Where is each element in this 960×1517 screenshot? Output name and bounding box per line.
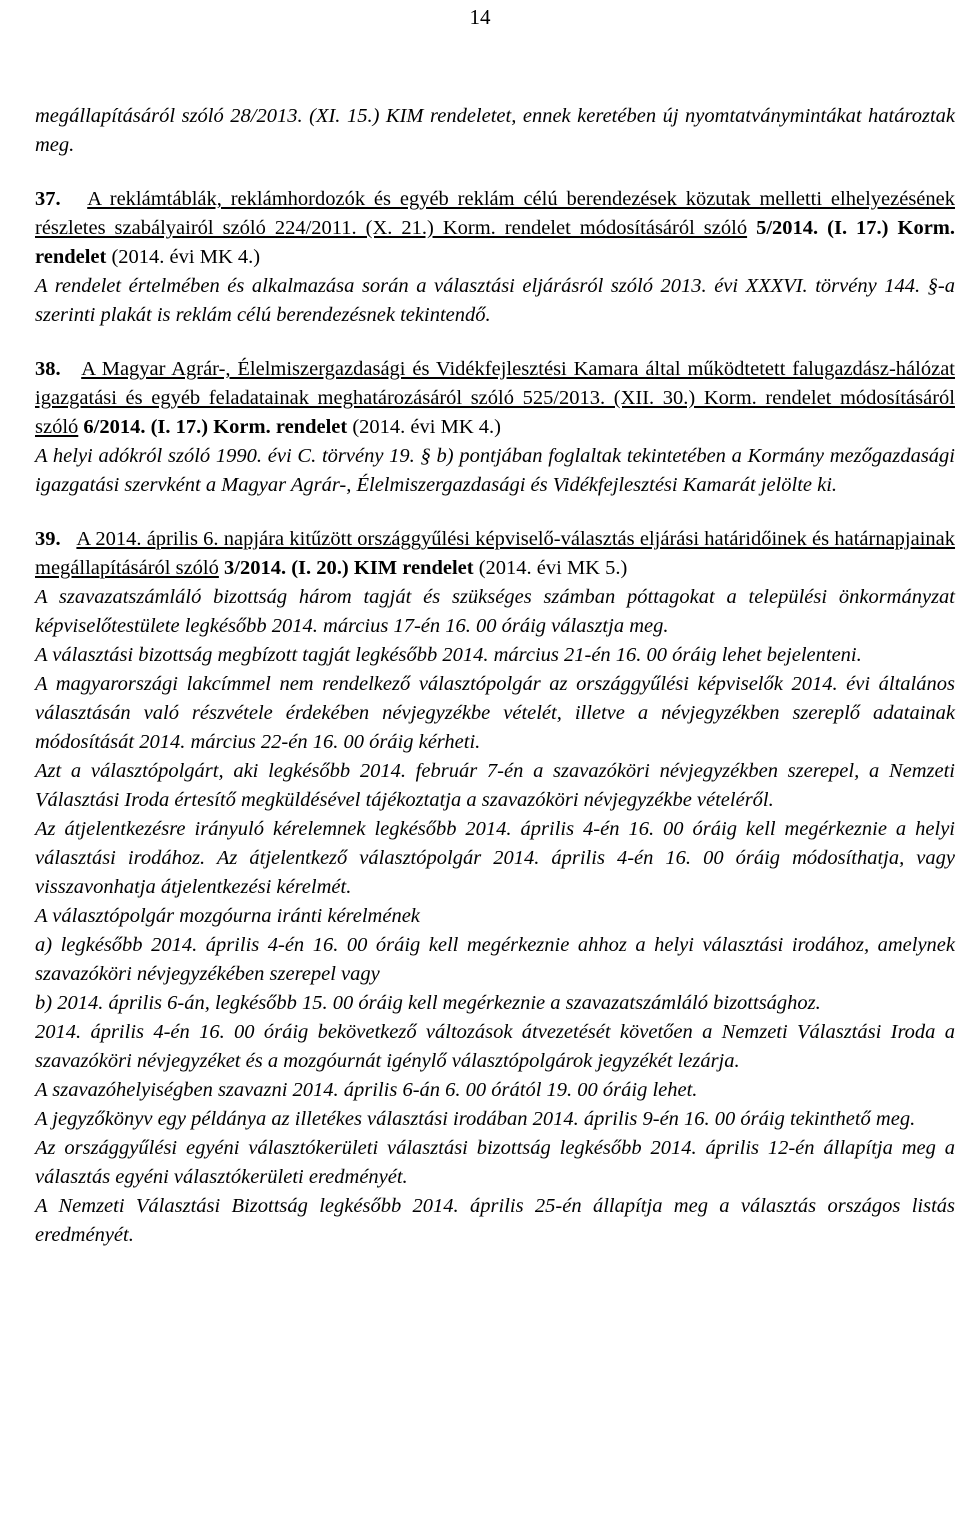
page-number: 14: [469, 5, 491, 29]
item-39-regulation: 3/2014. (I. 20.) KIM rendelet: [224, 557, 474, 579]
item-39-title: A 2014. április 6. napjára kitűzött országgyűlési képviselő-választás eljárási határidőinek és határnapjainak megállapításáról szóló: [35, 528, 956, 579]
item-38: [35, 355, 955, 500]
item-37-body: A rendelet értelmében és alkalmazása során a választási eljárásról szóló 2013. évi XXXVI. törvény 144. §-a szerinti plakát is reklám célú berendezésnek tekintendő.: [35, 275, 955, 326]
item-39-body-2: A választási bizottság megbízott tagját legkésőbb 2014. március 21-én 16. 00 óráig lehet bejelenteni.: [35, 644, 862, 666]
item-38-heading: [35, 355, 955, 442]
item-37-regulation: 5/2014. (I. 17.) Korm. rendelet: [35, 217, 956, 268]
item-39-body-6: A választópolgár mozgóurna iránti kérelmének: [35, 905, 420, 927]
item-39-gazette: (2014. évi MK 5.): [478, 557, 628, 579]
item-39-body-3: A magyarországi lakcímmel nem rendelkező választópolgár az országgyűlési képviselők 2014. évi általános választásán való részvétele érdekében névjegyzékbe vételét, illetve a névjegyzékben szereplő adatainak módosítását 2014. március 22-én 16. 00 óráig kérheti.: [35, 673, 955, 753]
item-37-number: 37.: [35, 188, 61, 210]
intro-paragraph: megállapításáról szóló 28/2013. (XI. 15.) KIM rendeletet, ennek keretében új nyomtatványmintákat határoztak meg.: [35, 105, 955, 156]
item-38-body: A helyi adókról szóló 1990. évi C. törvény 19. § b) pontjában foglaltak tekintetében a Kormány mezőgazdasági igazgatási szervként a Magyar Agrár-, Élelmiszergazdasági és Vidékfejlesztési Kamarát jelölte ki.: [35, 445, 955, 496]
item-39-body-4: Azt a választópolgárt, aki legkésőbb 2014. február 7-én a szavazóköri névjegyzékben szerepel, a Nemzeti Választási Iroda értesítő megküldésével tájékoztatja a szavazóköri névjegyzékbe vételéről.: [35, 760, 955, 811]
item-39-body-10: A szavazóhelyiségben szavazni 2014. április 6-án 6. 00 órától 19. 00 óráig lehet.: [35, 1079, 698, 1101]
item-39-body-5: Az átjelentkezésre irányuló kérelemnek legkésőbb 2014. április 4-én 16. 00 óráig kell megérkeznie a helyi választási irodához. Az átjelentkező választópolgár 2014. április 4-én 16. 00 óráig módosíthatja, vagy visszavonhatja átjelentkezési kérelmét.: [35, 818, 955, 898]
item-38-gazette: (2014. évi MK 4.): [352, 416, 501, 438]
item-39-heading: [35, 525, 955, 583]
item-39-body-13: A Nemzeti Választási Bizottság legkésőbb 2014. április 25-én állapítja meg a választás országos listás eredményét.: [35, 1195, 955, 1246]
item-39: [35, 525, 955, 1250]
item-39-body-9: 2014. április 4-én 16. 00 óráig bekövetkező változások átvezetését követően a Nemzeti Választási Iroda a szavazóköri névjegyzéket és a mozgóurnát igénylő választópolgárok jegyzékét lezárja.: [35, 1021, 955, 1072]
item-37-title: A reklámtáblák, reklámhordozók és egyéb reklám célú berendezések közutak melletti elhelyezésének részletes szabályairól szóló 224/2011. (X. 21.) Korm. rendelet módosításáról szóló: [35, 188, 955, 239]
item-38-title: A Magyar Agrár-, Élelmiszergazdasági és Vidékfejlesztési Kamara által működtetett falugazdász-hálózat igazgatási és egyéb feladatainak meghatározásáról szóló 525/2013. (XII. 30.) Korm. rendelet módosításáról szóló: [35, 358, 955, 438]
item-39-number: 39.: [35, 528, 61, 550]
item-39-body-12: Az országgyűlési egyéni választókerületi választási bizottság legkésőbb 2014. április 12-én állapítja meg a választás egyéni választókerületi eredményét.: [35, 1137, 955, 1188]
item-37-gazette: (2014. évi MK 4.): [111, 246, 261, 268]
item-38-regulation: 6/2014. (I. 17.) Korm. rendelet: [83, 416, 348, 438]
item-37-heading: [35, 185, 955, 272]
item-38-number: 38.: [35, 358, 61, 380]
item-39-body-1: A szavazatszámláló bizottság három tagját és szükséges számban póttagokat a települési önkormányzat képviselőtestülete legkésőbb 2014. március 17-én 16. 00 óráig választja meg.: [35, 586, 955, 637]
item-37: [35, 185, 955, 330]
item-39-body-7: a) legkésőbb 2014. április 4-én 16. 00 óráig kell megérkeznie ahhoz a helyi választási irodához, amelynek szavazóköri névjegyzékében szerepel vagy: [35, 934, 955, 985]
document-content: [35, 102, 955, 1250]
item-39-body-8: b) 2014. április 6-án, legkésőbb 15. 00 óráig kell megérkeznie a szavazatszámláló bizottsághoz.: [35, 992, 821, 1014]
item-39-body-11: A jegyzőkönyv egy példánya az illetékes választási irodában 2014. április 9-én 16. 00 óráig tekinthető meg.: [35, 1108, 916, 1130]
